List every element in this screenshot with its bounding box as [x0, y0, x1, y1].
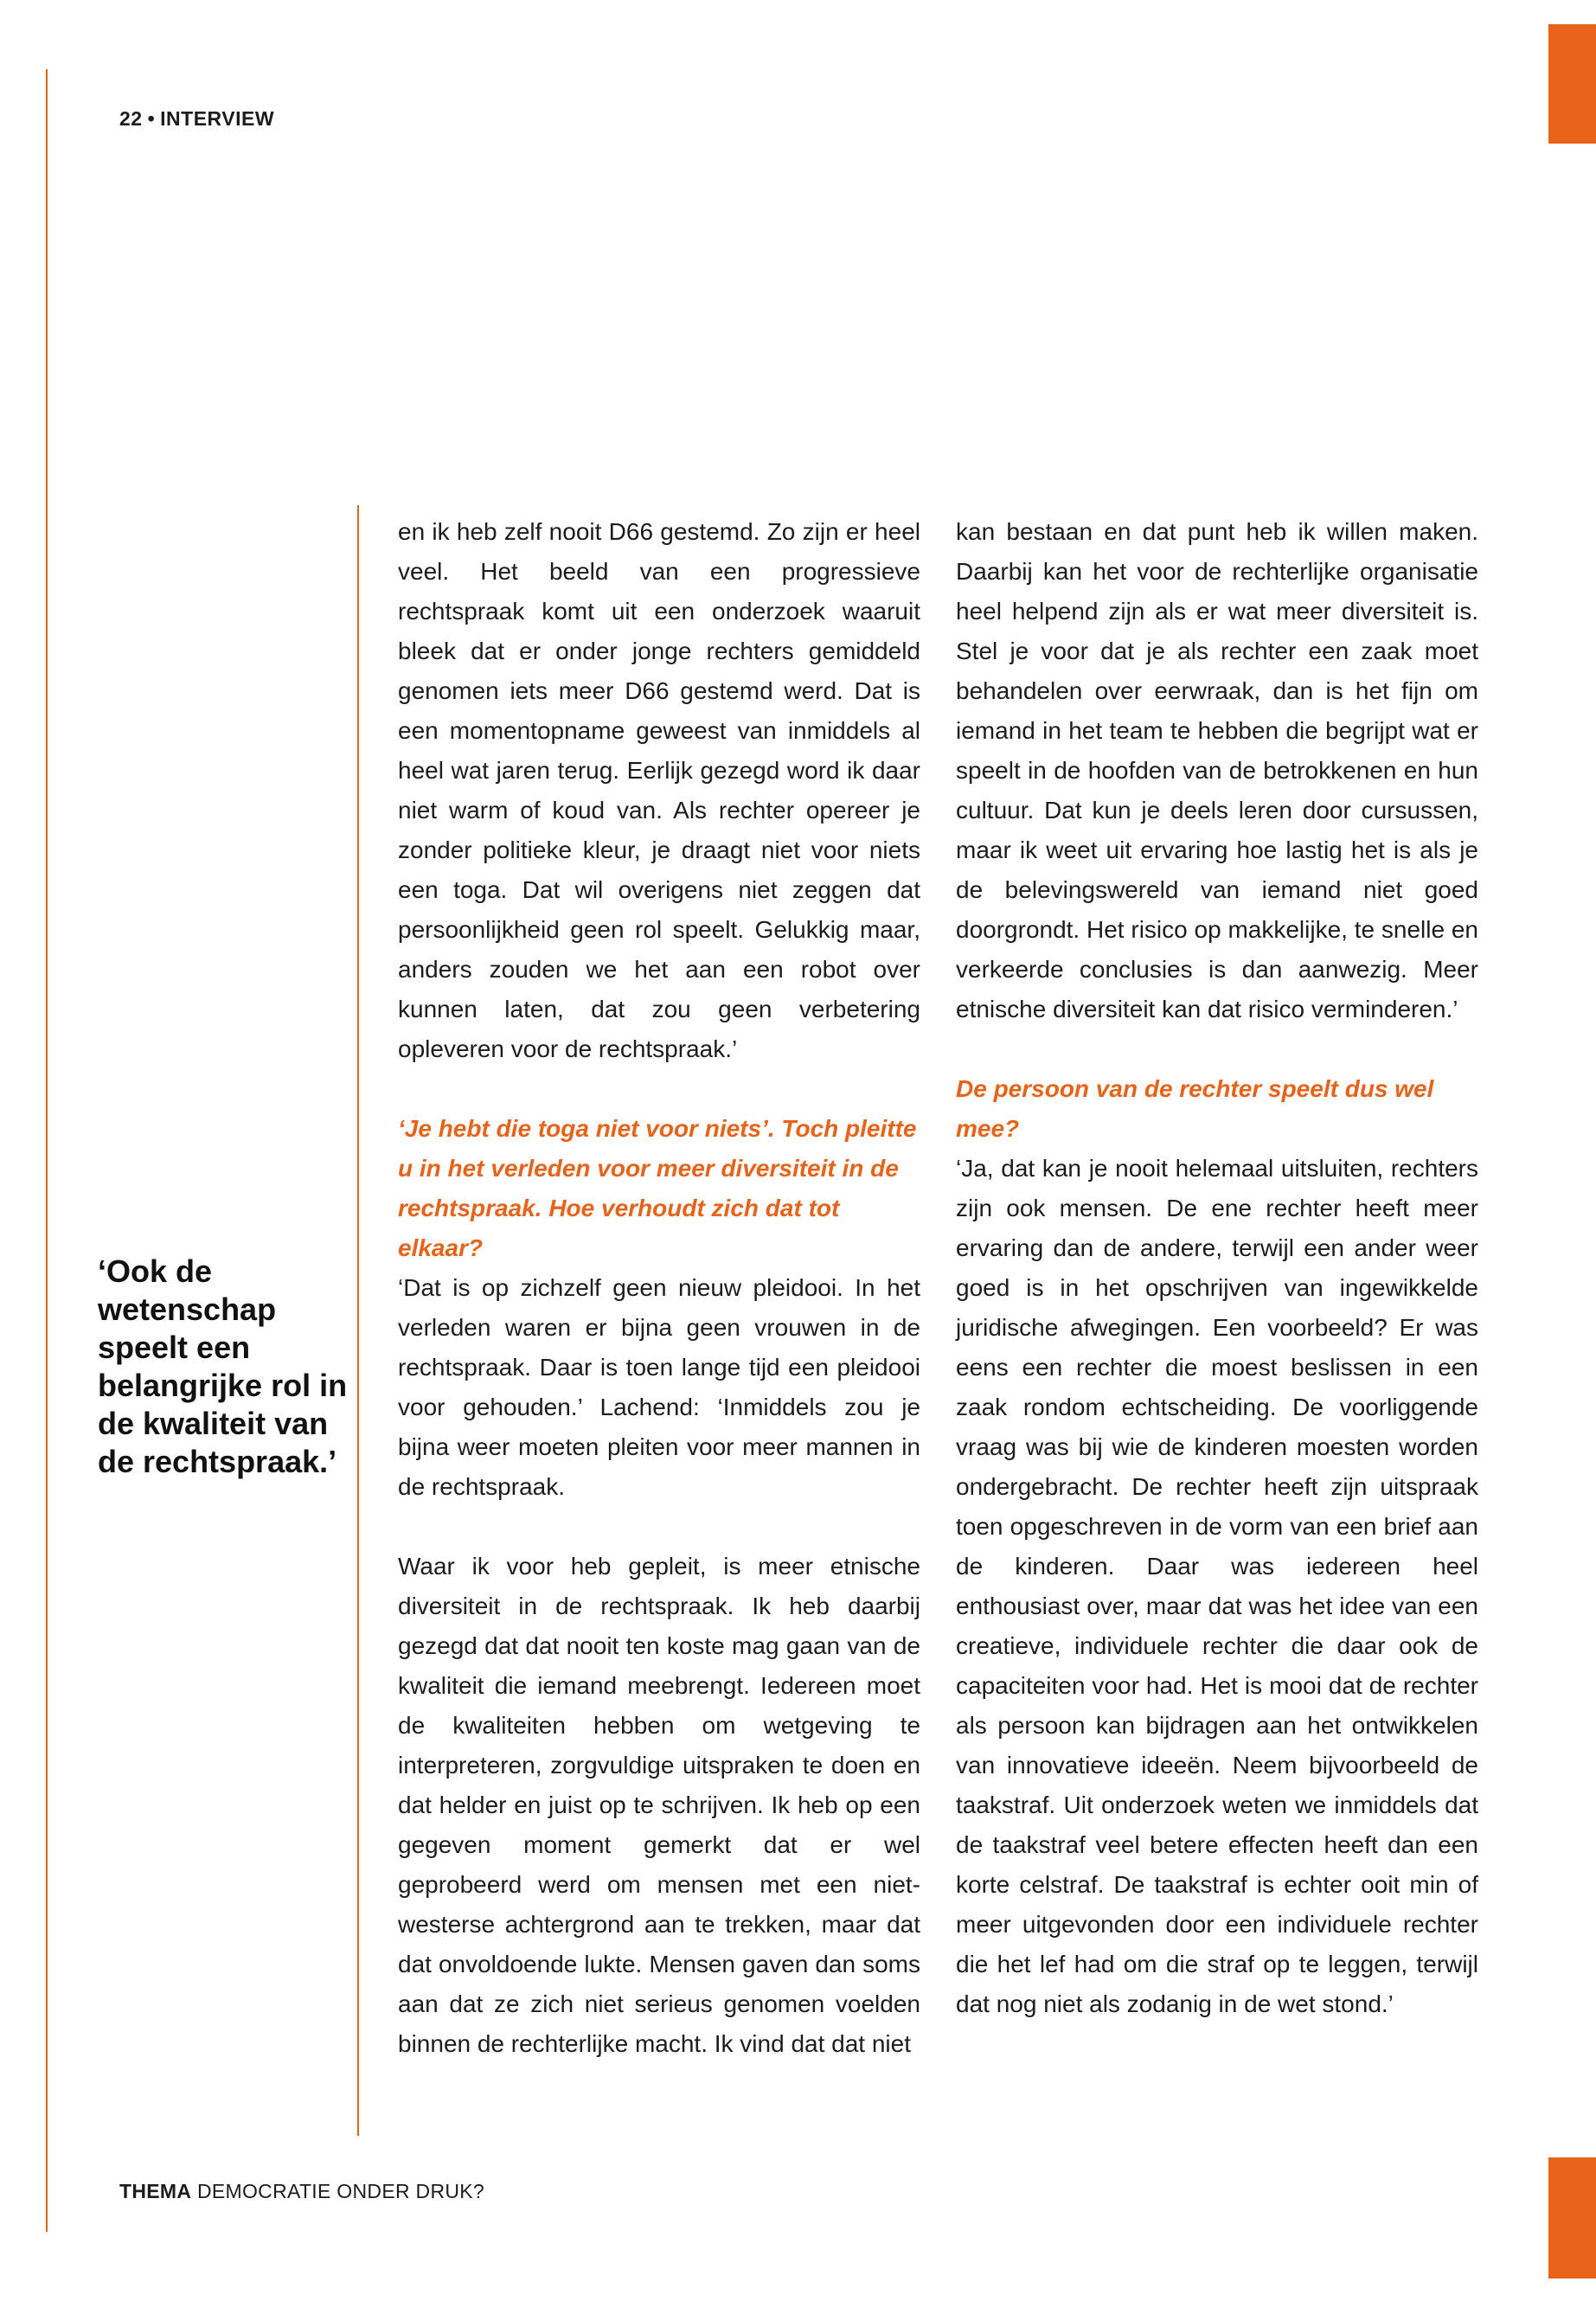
- page-header: [119, 107, 274, 131]
- footer-title: DEMOCRATIE ONDER DRUK?: [196, 2180, 485, 2202]
- separator-dot: •: [147, 107, 156, 130]
- footer-label: THEMA: [119, 2180, 192, 2202]
- paragraph: Waar ik voor heb gepleit, is meer etnische diversiteit in de rechtspraak. Ik heb daarbij gezegd dat dat nooit ten koste mag gaan van de kwaliteit die iemand meebrengt. Iedereen moet de kwaliteiten hebben om wetgeving te interpreteren, zorgvuldige uitspraken te doen en dat helder en juist op te schrijven. Ik heb op een gegeven moment gemerkt dat er wel geprobeerd werd om mensen met een niet-westerse achtergrond aan te trekken, maar dat dat onvoldoende lukte. Mensen gaven dan soms aan dat ze zich niet serieus genomen voelden binnen de rechterlijke macht. Ik vind dat dat niet: [398, 1553, 920, 2057]
- paragraph: ‘Dat is op zichzelf geen nieuw pleidooi. In het verleden waren er bijna geen vrouwen in de rechtspraak. Daar is toen lange tijd een pleidooi voor gehouden.’ Lachend: ‘Inmiddels zou je bijna weer moeten pleiten voor meer mannen in de rechtspraak.: [398, 1274, 920, 1500]
- orange-tab-top: [1548, 24, 1596, 144]
- pull-quote-rule: [357, 505, 359, 2136]
- paragraph: ‘Ja, dat kan je nooit helemaal uitsluiten, rechters zijn ook mensen. De ene rechter heeft meer ervaring dan de andere, terwijl een ander weer goed is in het opschrijven van ingewikkelde juridische afwegingen. Een voorbeeld? Er was eens een rechter die moest beslissen in een zaak rondom echtscheiding. De voorliggende vraag was bij wie de kinderen moesten worden ondergebracht. De rechter heeft zijn uitspraak toen opgeschreven in de vorm van een brief aan de kinderen. Daar was iedereen heel enthousiast over, maar dat was het idee van een creatieve, individuele rechter die daar ook de capaciteiten voor had. Het is mooi dat de rechter als persoon kan bijdragen aan het ontwikkelen van innovatieve ideeën. Neem bijvoorbeeld de taakstraf. Uit onderzoek weten we inmiddels dat de taakstraf veel betere effecten heeft dan een korte celstraf. De taakstraf is echter ooit min of meer uitgevonden door een individuele rechter die het lef had om die straf op te leggen, terwijl dat nog niet als zodanig in de wet stond.’: [956, 1155, 1478, 2017]
- pull-quote: ‘Ook de wetenschap speelt een belangrijke rol in de kwaliteit van de rechtspraak.’: [98, 1253, 348, 1479]
- page-number: 22: [119, 107, 143, 130]
- article-column-2: [956, 512, 1478, 2024]
- section-label: INTERVIEW: [160, 107, 275, 130]
- interview-question: De persoon van de rechter speelt dus wel mee?: [956, 1075, 1434, 1142]
- orange-tab-bottom: [1548, 2157, 1596, 2279]
- page-footer: [119, 2180, 484, 2203]
- article-column-1: [398, 512, 920, 2064]
- interview-question: ‘Je hebt die toga niet voor niets’. Toch pleitte u in het verleden voor meer diversiteit in de rechtspraak. Hoe verhoudt zich dat tot elkaar?: [398, 1115, 917, 1261]
- paragraph: kan bestaan en dat punt heb ik willen maken. Daarbij kan het voor de rechterlijke organisatie heel helpend zijn als er wat meer diversiteit is. Stel je voor dat je als rechter een zaak moet behandelen over eerwraak, dan is het fijn om iemand in het team te hebben die begrijpt wat er speelt in de hoofden van de betrokkenen en hun cultuur. Dat kun je deels leren door cursussen, maar ik weet uit ervaring hoe lastig het is als je de belevingswereld van iemand niet goed doorgrondt. Het risico op makkelijke, te snelle en verkeerde conclusies is dan aanwezig. Meer etnische diversiteit kan dat risico verminderen.’: [956, 518, 1478, 1022]
- left-margin-rule: [46, 69, 48, 2232]
- paragraph: en ik heb zelf nooit D66 gestemd. Zo zijn er heel veel. Het beeld van een progressieve rechtspraak komt uit een onderzoek waaruit bleek dat er onder jonge rechters gemiddeld genomen iets meer D66 gestemd werd. Dat is een momentopname geweest van inmiddels al heel wat jaren terug. Eerlijk gezegd word ik daar niet warm of koud van. Als rechter opereer je zonder politieke kleur, je draagt niet voor niets een toga. Dat wil overigens niet zeggen dat persoonlijkheid geen rol speelt. Gelukkig maar, anders zouden we het aan een robot over kunnen laten, dat zou geen verbetering opleveren voor de rechtspraak.’: [398, 518, 920, 1062]
